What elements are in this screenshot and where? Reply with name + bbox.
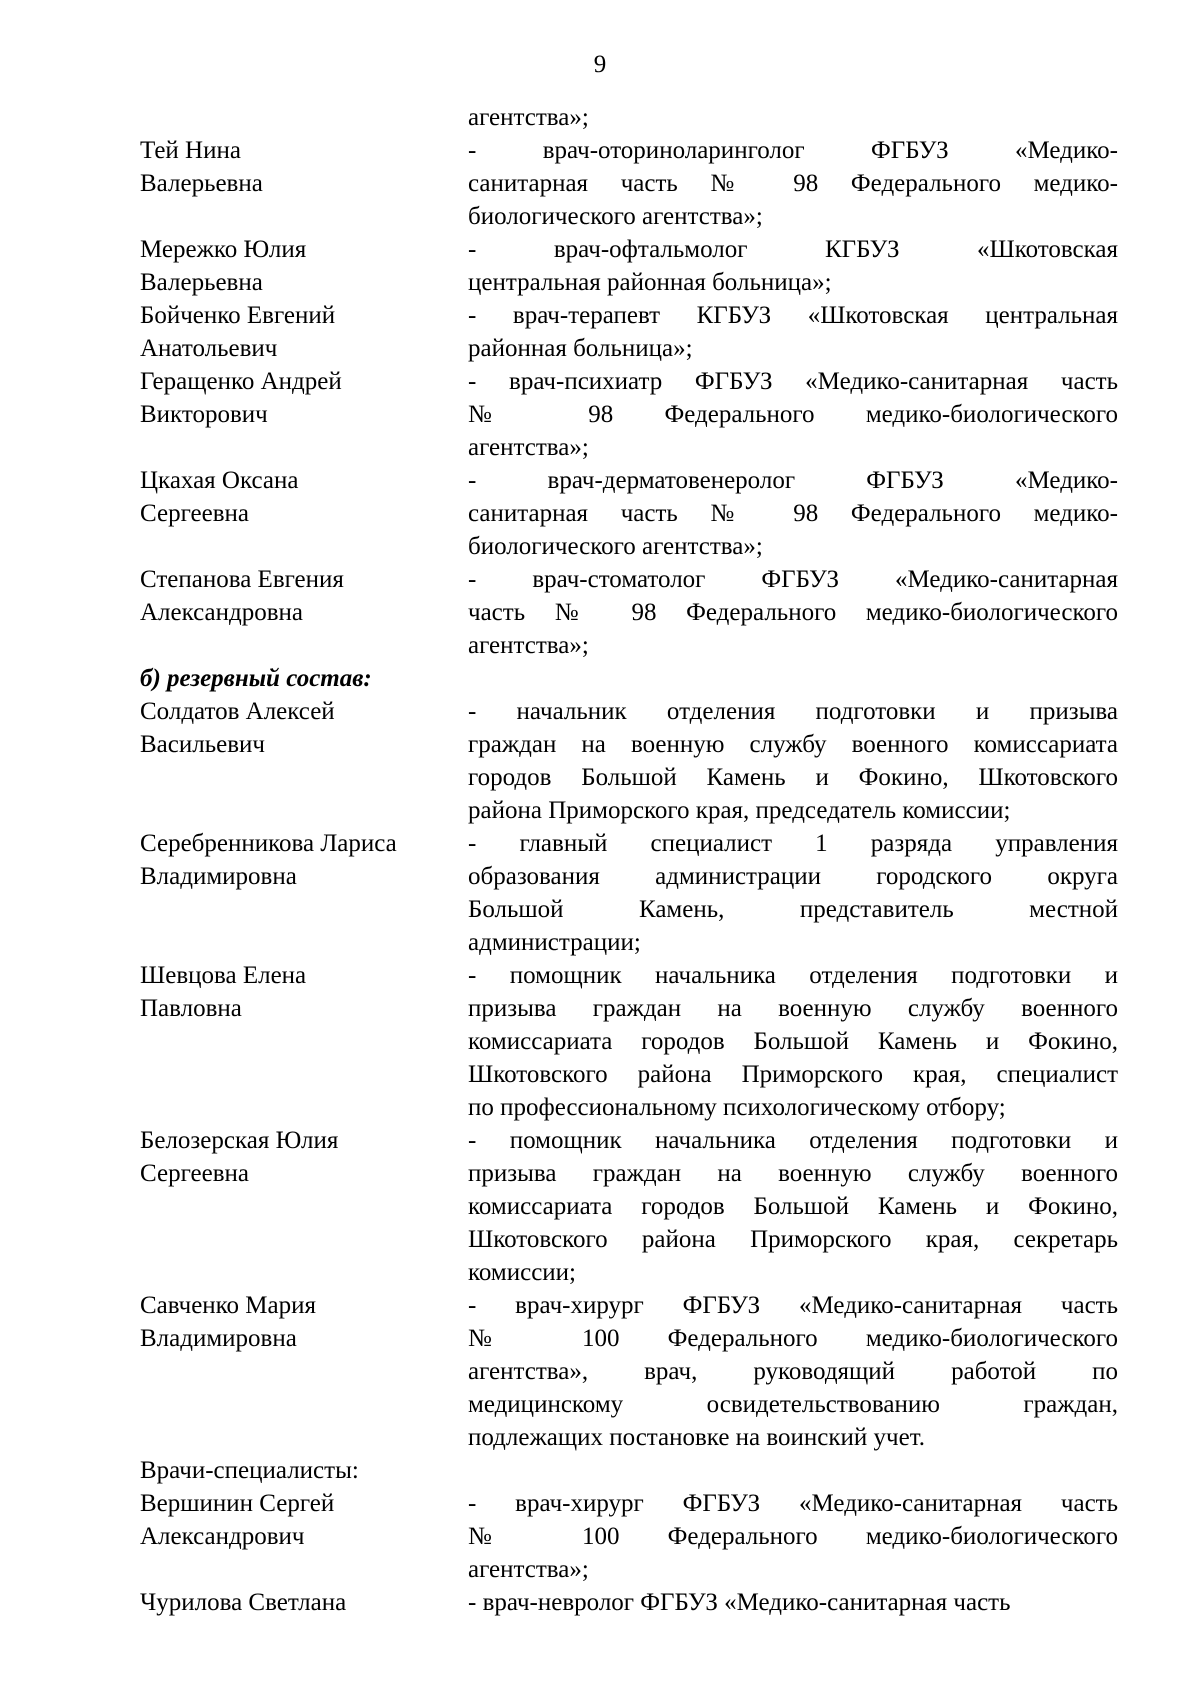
member-entry xyxy=(140,365,1118,464)
member-name: Тей Нина Валерьевна xyxy=(140,137,263,197)
position-line: агентства», врач, руководящий работой по xyxy=(468,1358,1118,1385)
member-position xyxy=(468,695,1118,827)
reserve-section-title: б) резервный состав: xyxy=(140,665,372,692)
member-name: Геращенко Андрей Викторович xyxy=(140,368,342,428)
position-line: образования администрации городского округа xyxy=(468,863,1118,890)
member-name: Серебренникова Лариса Владимировна xyxy=(140,830,397,890)
member-name: Шевцова Елена Павловна xyxy=(140,962,307,1022)
position-line: призыва граждан на военную службу военного xyxy=(468,995,1118,1022)
member-position xyxy=(468,1586,1118,1619)
reserve-composition-list xyxy=(140,695,1118,1454)
member-position xyxy=(468,827,1118,959)
position-line: часть № 98 Федерального медико-биологического xyxy=(468,599,1118,626)
position-line: - врач-хирург ФГБУЗ «Медико-санитарная часть xyxy=(468,1292,1118,1319)
member-name: Савченко Мария Владимировна xyxy=(140,1292,317,1352)
position-line: - врач-дерматовенеролог ФГБУЗ «Медико- xyxy=(468,467,1118,494)
position-line: агентства»; xyxy=(468,632,589,659)
position-line: биологического агентства»; xyxy=(468,203,763,230)
member-entry xyxy=(140,299,1118,365)
position-line: - врач-офтальмолог КГБУЗ «Шкотовская xyxy=(468,236,1118,263)
member-name: Чурилова Светлана xyxy=(140,1589,347,1616)
member-position xyxy=(468,1124,1118,1289)
position-line: - начальник отделения подготовки и призыва xyxy=(468,698,1118,725)
position-line: биологического агентства»; xyxy=(468,533,763,560)
position-line: - помощник начальника отделения подготовки и xyxy=(468,962,1118,989)
position-line: - помощник начальника отделения подготовки и xyxy=(468,1127,1118,1154)
position-line: по профессиональному психологическому отбору; xyxy=(468,1094,1006,1121)
member-name: Солдатов Алексей Васильевич xyxy=(140,698,335,758)
member-entry xyxy=(140,464,1118,563)
member-entry xyxy=(140,695,1118,827)
position-line: Большой Камень, представитель местной xyxy=(468,896,1118,923)
member-entry xyxy=(140,1586,1118,1619)
member-position xyxy=(468,365,1118,464)
page-number: 9 xyxy=(593,51,607,78)
member-position xyxy=(468,959,1118,1124)
position-line: районная больница»; xyxy=(468,335,693,362)
position-line: № 98 Федерального медико-биологического xyxy=(468,401,1118,428)
member-entry xyxy=(140,563,1118,662)
member-position xyxy=(468,464,1118,563)
position-line: агентства»; xyxy=(468,434,589,461)
position-line: агентства»; xyxy=(468,1556,589,1583)
position-line: центральная районная больница»; xyxy=(468,269,832,296)
member-name: Белозерская Юлия Сергеевна xyxy=(140,1127,339,1187)
member-entry xyxy=(140,233,1118,299)
document-content xyxy=(140,101,1118,1619)
position-line: - врач-терапевт КГБУЗ «Шкотовская центральная xyxy=(468,302,1118,329)
member-entry xyxy=(140,959,1118,1124)
position-line: медицинскому освидетельствованию граждан, xyxy=(468,1391,1118,1418)
position-line: призыва граждан на военную службу военного xyxy=(468,1160,1118,1187)
member-entry xyxy=(140,134,1118,233)
continuation-text: агентства»; xyxy=(468,104,589,131)
position-line: № 100 Федерального медико-биологического xyxy=(468,1523,1118,1550)
member-position xyxy=(468,1487,1118,1586)
position-line: - врач-хирург ФГБУЗ «Медико-санитарная часть xyxy=(468,1490,1118,1517)
member-name: Цкахая Оксана Сергеевна xyxy=(140,467,299,527)
position-line: комиссариата городов Большой Камень и Фокино, xyxy=(468,1193,1118,1220)
position-line: - врач-невролог ФГБУЗ «Медико-санитарная часть xyxy=(468,1589,1011,1616)
member-position xyxy=(468,1289,1118,1454)
member-name: Степанова Евгения Александровна xyxy=(140,566,344,626)
main-composition-list xyxy=(140,134,1118,662)
position-line: Шкотовского района Приморского края, секретарь xyxy=(468,1226,1118,1253)
position-line: - врач-оториноларинголог ФГБУЗ «Медико- xyxy=(468,137,1118,164)
position-line: подлежащих постановке на воинский учет. xyxy=(468,1424,926,1451)
position-line: - главный специалист 1 разряда управления xyxy=(468,830,1118,857)
position-line: № 100 Федерального медико-биологического xyxy=(468,1325,1118,1352)
position-line: санитарная часть № 98 Федерального медико- xyxy=(468,500,1118,527)
member-entry xyxy=(140,1289,1118,1454)
member-entry xyxy=(140,1124,1118,1289)
member-entry xyxy=(140,827,1118,959)
position-line: санитарная часть № 98 Федерального медико- xyxy=(468,170,1118,197)
member-name: Вершинин Сергей Александрович xyxy=(140,1490,335,1550)
member-entry xyxy=(140,1487,1118,1586)
position-line: городов Большой Камень и Фокино, Шкотовского xyxy=(468,764,1118,791)
member-name: Бойченко Евгений Анатольевич xyxy=(140,302,336,362)
member-position xyxy=(468,299,1118,365)
position-line: администрации; xyxy=(468,929,641,956)
specialists-list xyxy=(140,1487,1118,1619)
specialists-title: Врачи-специалисты: xyxy=(140,1457,359,1484)
position-line: комиссариата городов Большой Камень и Фокино, xyxy=(468,1028,1118,1055)
position-line: граждан на военную службу военного комиссариата xyxy=(468,731,1118,758)
position-line: - врач-стоматолог ФГБУЗ «Медико-санитарная xyxy=(468,566,1118,593)
member-position xyxy=(468,134,1118,233)
position-line: Шкотовского района Приморского края, специалист xyxy=(468,1061,1118,1088)
member-position xyxy=(468,563,1118,662)
position-line: комиссии; xyxy=(468,1259,576,1286)
member-name: Мережко Юлия Валерьевна xyxy=(140,236,307,296)
member-position xyxy=(468,233,1118,299)
position-line: района Приморского края, председатель комиссии; xyxy=(468,797,1011,824)
position-line: - врач-психиатр ФГБУЗ «Медико-санитарная часть xyxy=(468,368,1118,395)
